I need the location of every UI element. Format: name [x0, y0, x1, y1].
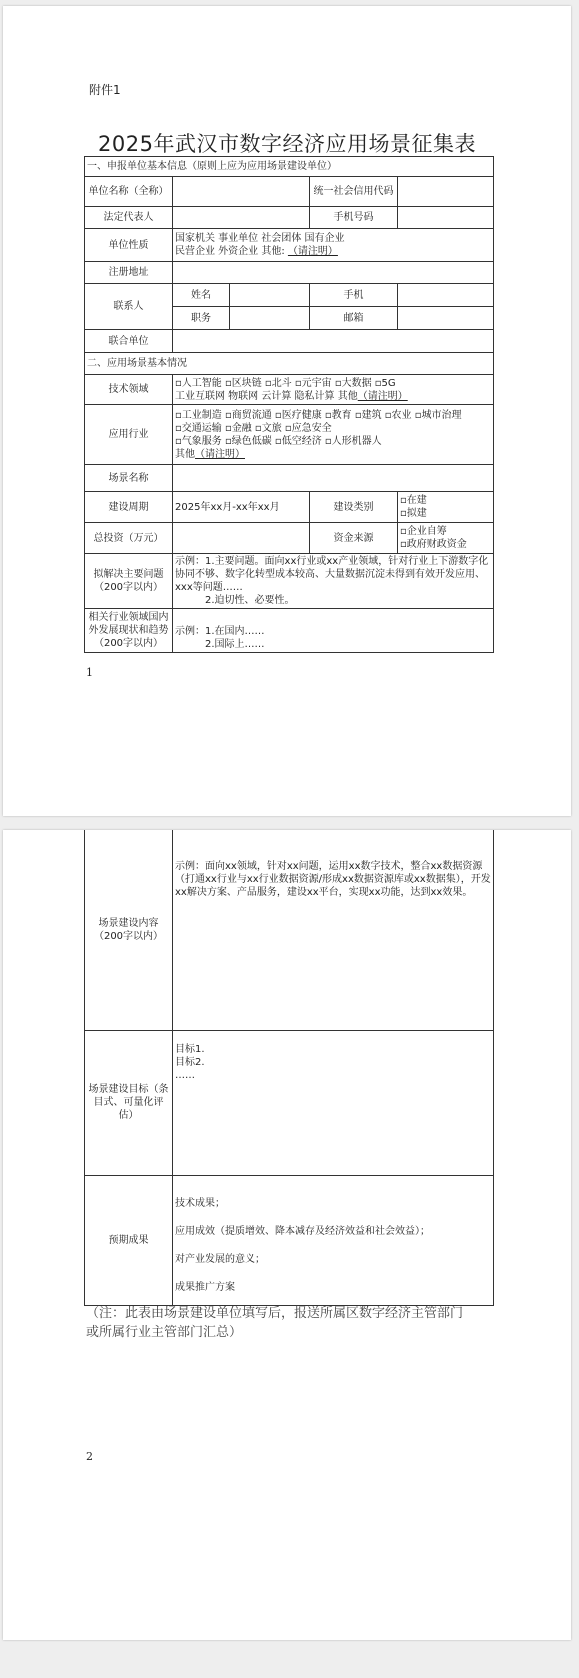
- status-field[interactable]: [173, 609, 494, 653]
- problem-example-1: 示例：1.主要问题。面向xx行业或xx产业领域，针对行业上下游数字化协同不够、数字化转型成本较高、大量数据沉淀未得到有效开发应用、xxx等问题……: [175, 556, 489, 593]
- unit-nature-options[interactable]: [173, 229, 494, 262]
- nature-other-fill: （请注明）: [287, 246, 338, 257]
- page-number-1: 1: [86, 666, 93, 679]
- industry-label: 应用行业: [85, 405, 173, 465]
- contact-email-field[interactable]: [398, 307, 494, 330]
- scene-detail-table: [84, 830, 494, 1306]
- problem-label: 拟解决主要问题（200字以内）: [85, 554, 173, 609]
- basic-info-table: [84, 156, 494, 653]
- reg-address-label: 注册地址: [85, 262, 173, 284]
- unit-name-label: 单位名称（全称）: [85, 177, 173, 207]
- industry-options-line-1: ▫工业制造 ▫商贸流通 ▫医疗健康 ▫教育 ▫建筑 ▫农业 ▫城市治理: [175, 409, 462, 421]
- build-type-options[interactable]: [398, 492, 494, 523]
- form-title: 2025年武汉市数字经济应用场景征集表: [98, 132, 476, 156]
- industry-options-text: 其他: [175, 448, 195, 460]
- section-1-header: 一、申报单位基本信息（原则上应为应用场景建设单位）: [85, 157, 494, 177]
- build-type-option-2: ▫拟建: [400, 508, 427, 519]
- attachment-label: 附件1: [89, 83, 121, 97]
- contact-name-label: 姓名: [173, 284, 230, 307]
- form-note: （注：此表由场景建设单位填写后，报送所属区数字经济主管部门或所属行业主管部门汇总）: [86, 1306, 464, 1340]
- page-number-2: 2: [86, 1450, 93, 1463]
- tech-options-text: 工业互联网 物联网 云计算 隐私计算 其他: [175, 390, 358, 402]
- document-page-2: [3, 830, 571, 1640]
- goal-label: 场景建设目标（条目式、可量化评估）: [85, 1030, 173, 1175]
- contact-email-label: 邮箱: [310, 307, 398, 330]
- contact-position-label: 职务: [173, 307, 230, 330]
- result-item-4: 成果推广方案: [175, 1281, 235, 1293]
- goal-item-1: 目标1.: [175, 1043, 205, 1055]
- unit-name-field[interactable]: [173, 177, 310, 207]
- legal-rep-field[interactable]: [173, 207, 310, 229]
- legal-rep-label: 法定代表人: [85, 207, 173, 229]
- credit-code-label: 统一社会信用代码: [310, 177, 398, 207]
- contact-label: 联系人: [85, 284, 173, 330]
- scene-name-label: 场景名称: [85, 465, 173, 492]
- goal-item-2: 目标2.: [175, 1056, 205, 1068]
- nature-options-line-2: [175, 245, 491, 258]
- industry-options-line-3: ▫气象服务 ▫绿色低碳 ▫低空经济 ▫人形机器人: [175, 435, 382, 447]
- fund-source-option-2: ▫政府财政资金: [400, 539, 467, 550]
- reg-address-field[interactable]: [173, 262, 494, 284]
- joint-unit-label: 联合单位: [85, 330, 173, 353]
- industry-options-line-4: [175, 448, 491, 461]
- result-label: 预期成果: [85, 1175, 173, 1305]
- tech-options-line-2: [175, 390, 491, 403]
- joint-unit-field[interactable]: [173, 330, 494, 353]
- scene-name-field[interactable]: [173, 465, 494, 492]
- unit-nature-label: 单位性质: [85, 229, 173, 262]
- status-example-2: 2.国际上……: [205, 639, 265, 650]
- result-field[interactable]: [173, 1175, 494, 1305]
- build-period-label: 建设周期: [85, 492, 173, 523]
- credit-code-field[interactable]: [398, 177, 494, 207]
- tech-options-line-1: ▫人工智能 ▫区块链 ▫北斗 ▫元宇宙 ▫大数据 ▫5G: [175, 377, 396, 389]
- total-invest-label: 总投资（万元）: [85, 523, 173, 554]
- total-invest-field[interactable]: [173, 523, 310, 554]
- result-item-1: 技术成果；: [175, 1197, 225, 1209]
- section-2-header: 二、应用场景基本情况: [85, 353, 494, 375]
- build-type-option-1: ▫在建: [400, 495, 427, 506]
- content-field[interactable]: 示例：面向xx领域，针对xx问题，运用xx数字技术，整合xx数据资源（打通xx行业与xx行业数据资源/形成xx数据资源库或xx数据集），开发xx解决方案、产品服务，建设xx平台，实现xx功能，达到xx效果。: [173, 830, 494, 1030]
- document-page-1: [3, 6, 571, 816]
- result-item-2: 应用成效（提质增效、降本减存及经济效益和社会效益）；: [175, 1225, 430, 1237]
- industry-options[interactable]: [173, 405, 494, 465]
- phone-field[interactable]: [398, 207, 494, 229]
- result-item-3: 对产业发展的意义；: [175, 1253, 265, 1265]
- tech-field-label: 技术领域: [85, 375, 173, 405]
- status-example-1: 示例：1.在国内……: [175, 626, 265, 637]
- contact-name-field[interactable]: [230, 284, 310, 307]
- goal-field[interactable]: [173, 1030, 494, 1175]
- problem-example-2: 2.迫切性、必要性。: [205, 595, 295, 606]
- content-label: 场景建设内容（200字以内）: [85, 830, 173, 1030]
- status-label: 相关行业领域国内外发展现状和趋势（200字以内）: [85, 609, 173, 653]
- build-period-value[interactable]: 2025年xx月-xx年xx月: [173, 492, 310, 523]
- fund-source-label: 资金来源: [310, 523, 398, 554]
- nature-options-line-1: 国家机关 事业单位 社会团体 国有企业: [175, 233, 345, 244]
- industry-other-fill: （请注明）: [195, 448, 245, 460]
- fund-source-options[interactable]: [398, 523, 494, 554]
- fund-source-option-1: ▫企业自筹: [400, 526, 447, 537]
- nature-options-text: 民营企业 外资企业 其他:: [175, 246, 285, 257]
- problem-field[interactable]: [173, 554, 494, 609]
- contact-position-field[interactable]: [230, 307, 310, 330]
- industry-options-line-2: ▫交通运输 ▫金融 ▫文旅 ▫应急安全: [175, 422, 332, 434]
- goal-item-3: ……: [175, 1069, 195, 1081]
- contact-mobile-field[interactable]: [398, 284, 494, 307]
- phone-label: 手机号码: [310, 207, 398, 229]
- build-type-label: 建设类别: [310, 492, 398, 523]
- contact-mobile-label: 手机: [310, 284, 398, 307]
- tech-other-fill: （请注明）: [357, 390, 408, 402]
- tech-field-options[interactable]: [173, 375, 494, 405]
